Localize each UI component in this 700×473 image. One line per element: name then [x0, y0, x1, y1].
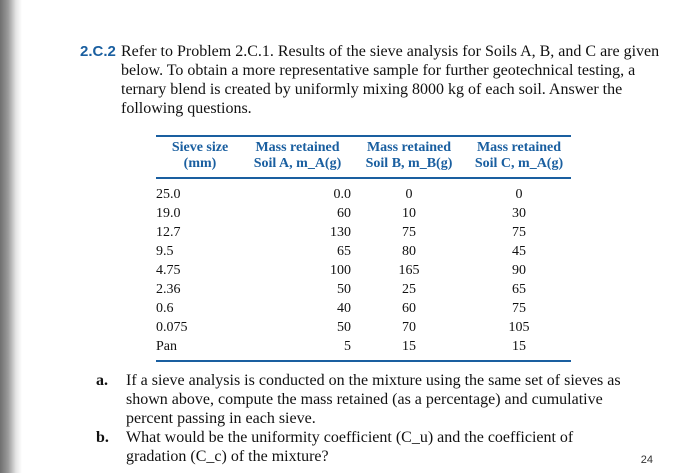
- page-number: 24: [640, 454, 653, 466]
- cell-soil-c: 90: [512, 262, 526, 278]
- table-row: [156, 223, 571, 242]
- header-soil-c: Mass retained Soil C, m_A(g): [467, 136, 571, 178]
- cell-sieve-size: 2.36: [156, 281, 181, 297]
- sieve-analysis-table: [156, 135, 571, 362]
- cell-sieve-size: 0.075: [156, 319, 188, 335]
- question-text: If a sieve analysis is conducted on the mixture using the same set of sieves as shown above, compute the mass retained (as a percentage) and cumulative percent passing in each sieve.: [126, 372, 621, 427]
- page-edge-shadow: [0, 0, 22, 473]
- cell-sieve-size: 19.0: [156, 205, 181, 221]
- cell-soil-b: 80: [402, 243, 416, 259]
- question-list: [96, 371, 636, 466]
- cell-sieve-size: 0.6: [156, 300, 174, 316]
- cell-soil-c: 105: [508, 319, 530, 335]
- cell-soil-c: 75: [512, 300, 526, 316]
- cell-soil-a: 50: [337, 281, 351, 297]
- cell-sieve-size: 4.75: [156, 262, 181, 278]
- table-row: [156, 337, 571, 361]
- cell-soil-c: 15: [467, 337, 571, 361]
- cell-soil-b: 25: [402, 281, 416, 297]
- cell-soil-a: 100: [330, 262, 351, 278]
- cell-sieve-size: 9.5: [156, 243, 174, 259]
- cell-soil-a: 40: [337, 300, 351, 316]
- cell-soil-c: 45: [512, 243, 526, 259]
- cell-soil-b: 70: [402, 319, 416, 335]
- cell-soil-a: 50: [337, 319, 351, 335]
- problem-number: 2.C.2: [80, 43, 116, 60]
- table-row: [156, 178, 571, 204]
- cell-soil-b: 75: [402, 224, 416, 240]
- table-row: [156, 299, 571, 318]
- cell-soil-b: 10: [402, 205, 416, 221]
- cell-soil-b: 165: [398, 262, 420, 278]
- cell-soil-b: 60: [402, 300, 416, 316]
- question-text: What would be the uniformity coefficient (C_u) and the coefficient of gradation (C_c) of the mixture?: [126, 429, 574, 465]
- table-header-row: [156, 136, 571, 178]
- cell-soil-c: 0: [515, 186, 523, 202]
- table-row: [156, 318, 571, 337]
- cell-soil-a: 60: [337, 205, 351, 221]
- cell-sieve-size: Pan: [156, 337, 244, 361]
- cell-soil-a: 65: [337, 243, 351, 259]
- table-row: [156, 280, 571, 299]
- question-b: [96, 428, 636, 466]
- cell-soil-a: 5: [244, 337, 351, 361]
- cell-sieve-size: 25.0: [156, 186, 181, 202]
- cell-sieve-size: 12.7: [156, 224, 181, 240]
- cell-soil-b: 15: [351, 337, 467, 361]
- cell-soil-b: 0: [405, 186, 413, 202]
- table-row: [156, 261, 571, 280]
- question-label: b.: [96, 429, 109, 446]
- cell-soil-c: 65: [512, 281, 526, 297]
- problem-text: Refer to Problem 2.C.1. Results of the sieve analysis for Soils A, B, and C are given below. To obtain a more representative sample for further geotechnical testing, a ternary blend is created by uniformly mixing 8000 kg of each soil. Answer the following questions.: [121, 43, 660, 117]
- header-sieve-size: Sieve size (mm): [156, 136, 244, 178]
- cell-soil-c: 75: [512, 224, 526, 240]
- header-soil-a: Mass retained Soil A, m_A(g): [244, 136, 351, 178]
- table-row: [156, 204, 571, 223]
- question-a: [96, 371, 636, 428]
- table-row: [156, 242, 571, 261]
- cell-soil-c: 30: [512, 205, 526, 221]
- cell-soil-a: 130: [330, 224, 351, 240]
- cell-soil-a: 0.0: [333, 186, 351, 202]
- header-soil-b: Mass retained Soil B, m_B(g): [351, 136, 467, 178]
- problem-statement: [80, 42, 660, 118]
- question-label: a.: [96, 372, 108, 389]
